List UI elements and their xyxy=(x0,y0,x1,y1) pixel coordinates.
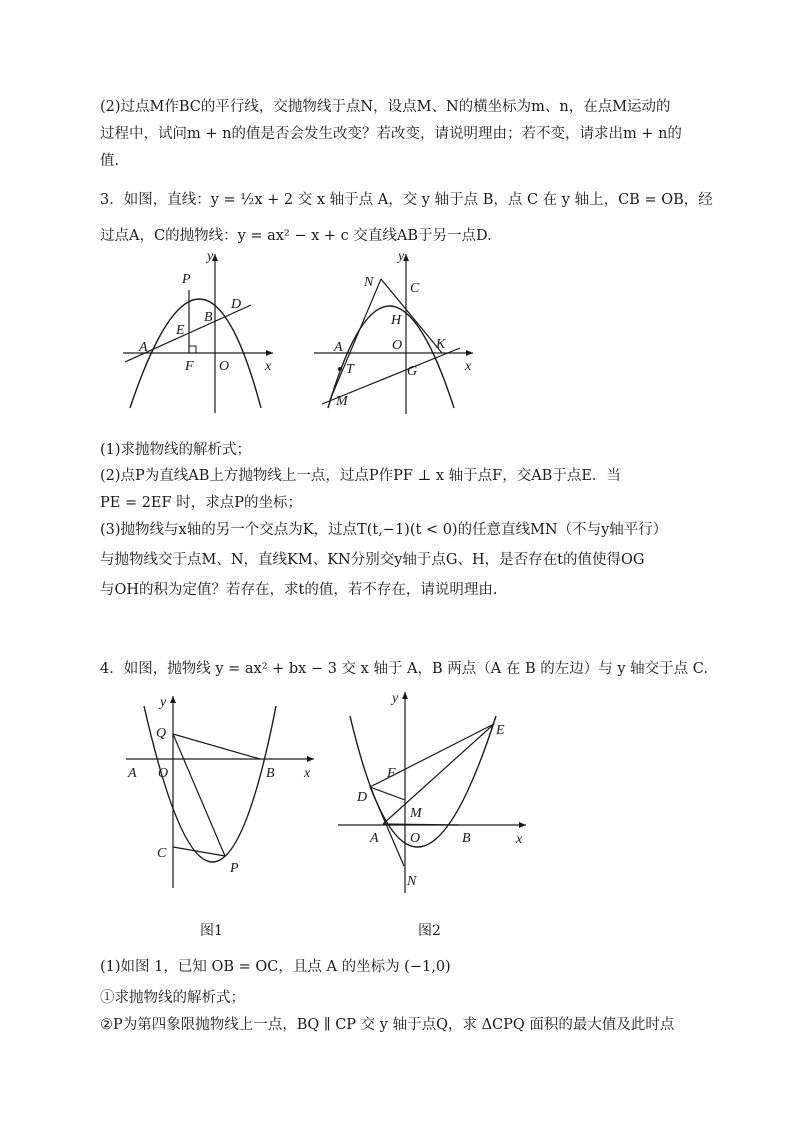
p2-part2-line3: 值. xyxy=(100,153,120,169)
q3-sub2-line1: (2)点P为直线AB上方抛物线上一点，过点P作PF ⊥ x 轴于点F，交AB于点E．当 xyxy=(100,468,621,484)
label-y: y xyxy=(160,695,167,710)
label-q: Q xyxy=(156,726,167,741)
q3-sub1: (1)求抛物线的解析式； xyxy=(100,442,252,458)
label-c: C xyxy=(410,281,420,296)
p2-part2-line2: 过程中，试问m + n的值是否会发生改变？若改变，请说明理由；若不变，请求出m + n的 xyxy=(100,126,682,142)
point-t xyxy=(338,367,342,371)
label-y: y xyxy=(392,691,399,706)
label-p: P xyxy=(230,861,239,876)
label-d: D xyxy=(357,790,368,805)
label-o: O xyxy=(392,338,403,353)
label-h: H xyxy=(391,313,402,328)
label-a: A xyxy=(334,340,343,355)
x-axis-arrow xyxy=(466,350,473,356)
q4-statement: 4．如图，抛物线 y = ax² + bx − 3 交 x 轴于 A，B 两点（A 在 B 的左边）与 y 轴交于点 C. xyxy=(100,661,708,677)
segment-qb xyxy=(173,734,260,759)
figure2-caption: 图2 xyxy=(418,923,441,939)
label-x: x xyxy=(265,359,272,374)
x-axis-arrow xyxy=(519,822,526,828)
right-angle-mark xyxy=(189,346,196,353)
parabola xyxy=(350,716,496,847)
q4-figure2 xyxy=(330,688,535,898)
label-m: M xyxy=(336,394,348,409)
label-t: T xyxy=(346,362,354,377)
q3-figure2 xyxy=(308,248,480,416)
label-x: x xyxy=(516,832,523,847)
label-a: A xyxy=(370,831,379,846)
label-g: G xyxy=(407,364,418,379)
label-x: x xyxy=(304,766,311,781)
q4-item1: ①求抛物线的解析式； xyxy=(100,990,245,1006)
label-a: A xyxy=(128,766,137,781)
segment-cp xyxy=(173,847,225,856)
q3-sub3-line3: 与OH的积为定值？若存在，求t的值，若不存在，请说明理由. xyxy=(100,582,498,598)
label-y: y xyxy=(207,249,214,264)
label-a: A xyxy=(139,340,148,355)
label-f: F xyxy=(185,359,194,374)
label-b: B xyxy=(266,766,275,781)
figure1-caption: 图1 xyxy=(200,923,223,939)
q3-sub2-line2: PE = 2EF 时，求点P的坐标； xyxy=(100,495,302,511)
q4-item2: ②P为第四象限抛物线上一点，BQ ∥ CP 交 y 轴于点Q，求 ΔCPQ 面积的最大值及此时点 xyxy=(100,1017,675,1033)
label-o: O xyxy=(410,831,421,846)
label-k: K xyxy=(436,337,446,352)
q3-figure1 xyxy=(115,248,280,416)
x-axis-arrow xyxy=(266,350,273,356)
label-b: B xyxy=(462,831,471,846)
line-ae xyxy=(383,724,494,824)
y-axis-arrow xyxy=(402,692,408,699)
label-x: x xyxy=(465,359,472,374)
p2-part2-line1: (2)过点M作BC的平行线，交抛物线于点N，设点M、N的横坐标为m、n，在点M运动的 xyxy=(100,99,671,115)
q3-statement-line2: 过点A，C的抛物线：y = ax² − x + c 交直线AB于另一点D. xyxy=(100,228,492,244)
label-e: E xyxy=(496,723,505,738)
y-axis-arrow xyxy=(170,696,176,703)
q3-sub3-line2: 与抛物线交于点M、N，直线KM、KN分别交y轴于点G、H，是否存在t的值使得OG xyxy=(100,552,645,568)
label-m: M xyxy=(410,806,422,821)
label-y: y xyxy=(398,249,405,264)
q3-statement-line1: 3．如图，直线：y = ½x + 2 交 x 轴于点 A，交 y 轴于点 B，点 C 在 y 轴上，CB = OB，经 xyxy=(100,192,713,208)
label-c: C xyxy=(157,846,167,861)
label-b: B xyxy=(204,310,213,325)
label-d: D xyxy=(231,297,242,312)
label-e: E xyxy=(176,323,185,338)
line-dn xyxy=(370,787,404,866)
x-axis-arrow xyxy=(307,756,314,762)
label-o: O xyxy=(219,359,230,374)
q3-sub3-line1: (3)抛物线与x轴的另一个交点为K，过点T(t,−1)(t < 0)的任意直线MN（不与y轴平行） xyxy=(100,522,668,538)
label-o: O xyxy=(158,766,169,781)
label-n: N xyxy=(407,874,417,889)
label-n: N xyxy=(364,275,374,290)
segment-qp xyxy=(173,734,225,856)
q4-figure1 xyxy=(118,688,323,893)
q4-sub1: (1)如图 1，已知 OB = OC，且点 A 的坐标为 (−1,0) xyxy=(100,959,451,975)
label-f: F xyxy=(387,766,396,781)
label-p: P xyxy=(182,272,191,287)
